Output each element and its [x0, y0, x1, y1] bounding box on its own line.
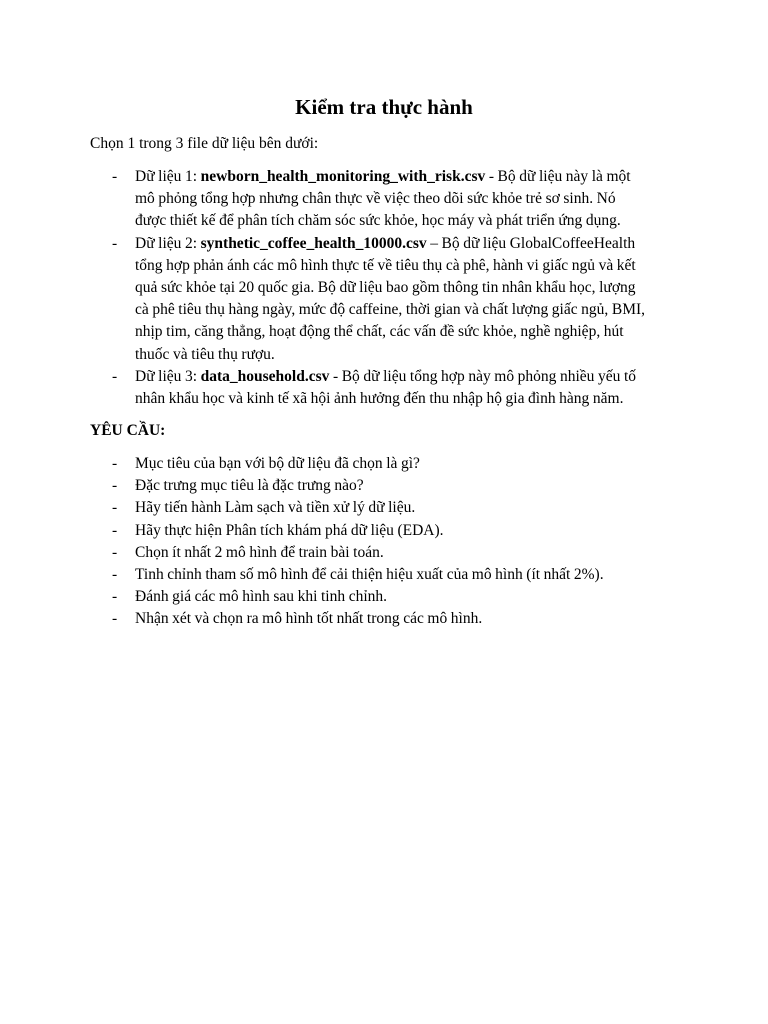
requirement-item — [90, 520, 690, 542]
dataset-prefix: Dữ liệu 1: — [135, 168, 201, 185]
bullet-dash: - — [112, 234, 118, 252]
page-title: Kiểm tra thực hành — [295, 95, 473, 119]
requirement-text: Chọn ít nhất 2 mô hình để train bài toán. — [135, 543, 384, 561]
requirement-text: Mục tiêu của bạn với bộ dữ liệu đã chọn là gì? — [135, 455, 420, 472]
bullet-dash: - — [112, 499, 118, 517]
dataset-prefix: Dữ liệu 2: — [135, 234, 201, 252]
dataset-item-1 — [90, 166, 690, 233]
bullet-dash: - — [112, 455, 118, 472]
dataset-item-3 — [90, 366, 690, 410]
intro-text: Chọn 1 trong 3 file dữ liệu bên dưới: — [90, 135, 319, 152]
dataset-description-line: thuốc và tiêu thụ rượu. — [135, 345, 275, 363]
dataset-description-line: quả sức khỏe tại 20 quốc gia. Bộ dữ liệu bao gồm thông tin nhân khẩu học, lượng — [135, 279, 636, 297]
requirement-text: Hãy thực hiện Phân tích khám phá dữ liệu (EDA). — [135, 521, 444, 539]
dataset-filename: synthetic_coffee_health_10000.csv — [200, 234, 427, 252]
dataset-description-line: mô phỏng tổng hợp nhưng chân thực về việc theo dõi sức khỏe trẻ sơ sinh. Nó — [135, 190, 616, 208]
bullet-dash: - — [112, 521, 118, 539]
requirement-item — [90, 586, 690, 608]
requirements-list — [90, 453, 690, 631]
dataset-description-line: được thiết kế để phân tích chăm sóc sức khỏe, học máy và phát triển ứng dụng. — [135, 212, 621, 230]
requirement-item — [90, 497, 690, 519]
dataset-description-line: cà phê tiêu thụ hàng ngày, mức độ caffeine, thời gian và chất lượng giấc ngủ, BMI, — [135, 301, 646, 319]
bullet-dash: - — [112, 588, 118, 606]
dataset-line — [135, 366, 690, 388]
dataset-line — [135, 166, 690, 188]
dataset-line — [135, 233, 690, 255]
dataset-item-2 — [90, 233, 690, 366]
requirement-item — [90, 542, 690, 564]
requirement-text: Nhận xét và chọn ra mô hình tốt nhất trong các mô hình. — [135, 610, 483, 628]
dataset-description-line: nhân khẩu học và kinh tế xã hội ảnh hưởng đến thu nhập hộ gia đình hàng năm. — [135, 390, 624, 408]
dataset-description-line: nhịp tim, căng thẳng, hoạt động thể chất, các vấn đề sức khỏe, nghề nghiệp, hút — [135, 323, 624, 341]
requirement-text: Tinh chỉnh tham số mô hình để cải thiện hiệu xuất của mô hình (ít nhất 2%). — [135, 566, 604, 584]
dataset-description: - Bộ dữ liệu này là một — [485, 168, 631, 185]
requirement-text: Đánh giá các mô hình sau khi tinh chỉnh. — [135, 588, 388, 606]
requirement-item — [90, 475, 690, 497]
dataset-prefix: Dữ liệu 3: — [135, 367, 201, 385]
bullet-dash: - — [112, 543, 118, 561]
dataset-description: – Bộ dữ liệu GlobalCoffeeHealth — [426, 234, 636, 252]
bullet-dash: - — [112, 610, 118, 628]
bullet-dash: - — [112, 477, 118, 495]
requirement-text: Hãy tiến hành Làm sạch và tiền xử lý dữ liệu. — [135, 499, 416, 517]
dataset-filename: newborn_health_monitoring_with_risk.csv — [200, 168, 486, 185]
requirement-text: Đặc trưng mục tiêu là đặc trưng nào? — [135, 477, 364, 495]
dataset-filename: data_household.csv — [200, 367, 330, 385]
requirement-item — [90, 564, 690, 586]
dataset-description-line: tổng hợp phản ánh các mô hình thực tế về tiêu thụ cà phê, hành vi giấc ngủ và kết — [135, 256, 636, 274]
requirement-item — [90, 453, 690, 475]
bullet-dash: - — [112, 168, 118, 185]
dataset-list — [90, 166, 690, 410]
bullet-dash: - — [112, 367, 118, 385]
requirement-item — [90, 608, 690, 630]
dataset-description: - Bộ dữ liệu tổng hợp này mô phỏng nhiều yếu tố — [329, 367, 637, 385]
requirements-heading: YÊU CẦU: — [90, 422, 166, 439]
bullet-dash: - — [112, 566, 118, 584]
